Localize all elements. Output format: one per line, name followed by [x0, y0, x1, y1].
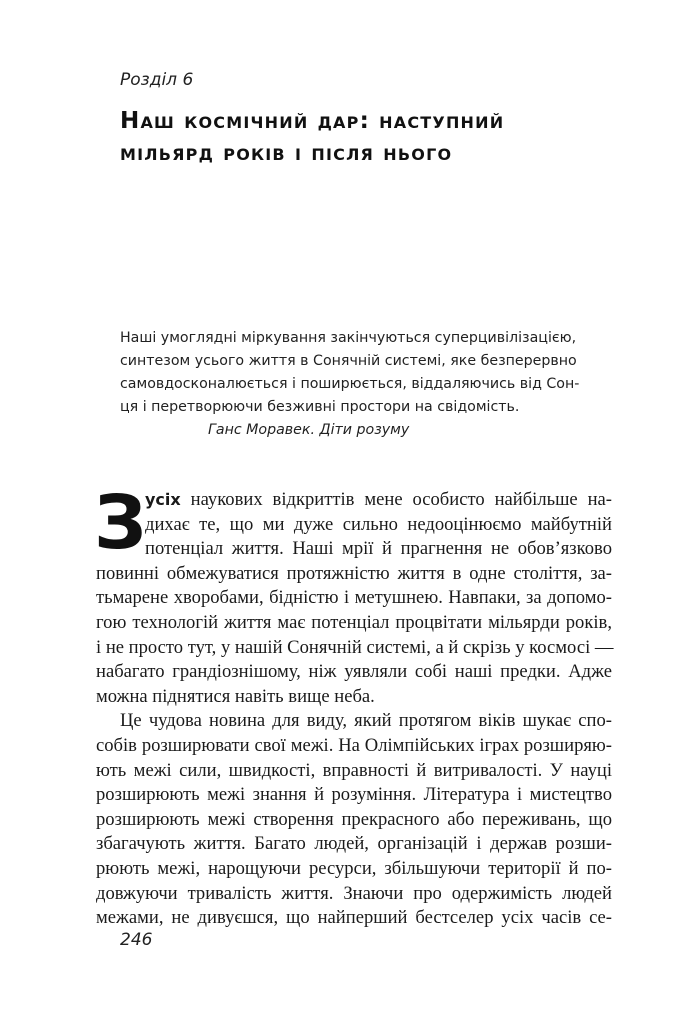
body-line: повинні обмежуватися протяжністю життя в одне століття, за-	[96, 562, 612, 584]
body-line: рюють межі, нарощуючи ресурси, збільшуючи території й по-	[96, 857, 612, 879]
chapter-label: Розділ 6	[120, 70, 194, 90]
body-line: ють межі сили, швидкості, вправності й витривалості. У науці	[96, 759, 612, 781]
body-line-text: наукових відкриттів мене особисто найбільше на-	[180, 489, 612, 510]
body-line: розширюють межі створення прекрасного або переживань, що	[96, 808, 612, 830]
body-line: можна піднятися навіть вище неба.	[96, 685, 375, 707]
page-number: 246	[120, 930, 153, 950]
drop-cap: З	[94, 480, 147, 566]
body-line: і не просто тут, у нашій Сонячній системі, а й скрізь у космосі —	[96, 636, 614, 658]
body-line: межами, не дивуєшся, що найперший бестселер усіх часів се-	[96, 907, 612, 929]
body-line	[96, 488, 612, 513]
chapter-title-line-1: Наш космічний дар: наступний	[120, 108, 505, 134]
body-line: Це чудова новина для виду, який протягом віків шукає спо-	[120, 710, 612, 732]
epigraph-line: самовдосконалюється і поширюється, віддаляючись від Сон-	[120, 376, 580, 392]
epigraph-attribution: Ганс Моравек. Діти розуму	[208, 422, 410, 438]
body-line: тьмарене хворобами, бідністю і метушнею. Навпаки, за допомо-	[96, 587, 612, 609]
body-line: собів розширювати свої межі. На Олімпійських іграх розширяю-	[96, 734, 612, 756]
body-line: розширюють межі знання й розуміння. Література і мистецтво	[96, 784, 612, 806]
epigraph-line: Наші умоглядні міркування закінчуються суперцивілізацією,	[120, 330, 577, 346]
chapter-title-line-2: мільярд років і після нього	[120, 140, 453, 166]
chapter-title	[120, 105, 590, 169]
epigraph	[120, 327, 590, 442]
body-text	[94, 480, 614, 931]
epigraph-line: синтезом усього життя в Сонячній системі, яке безперервно	[120, 353, 577, 369]
body-line: дихає те, що ми дуже сильно недооцінюємо майбутній	[145, 513, 612, 535]
lead-word: усіх	[145, 490, 181, 509]
body-line: гою технологій життя має потенціал процвітати мільярди років,	[96, 611, 612, 633]
epigraph-line: ця і перетворюючи безживні простори на свідомість.	[120, 399, 520, 415]
body-line: набагато грандіознішому, ніж уявляли собі наші предки. Адже	[96, 661, 612, 683]
body-line: довжуючи тривалість життя. Знаючи про одержимість людей	[96, 882, 612, 904]
body-line: потенціал життя. Наші мрії й прагнення не обов’язково	[145, 538, 612, 560]
body-line: збагачують життя. Багато людей, організацій і держав розши-	[96, 833, 612, 855]
